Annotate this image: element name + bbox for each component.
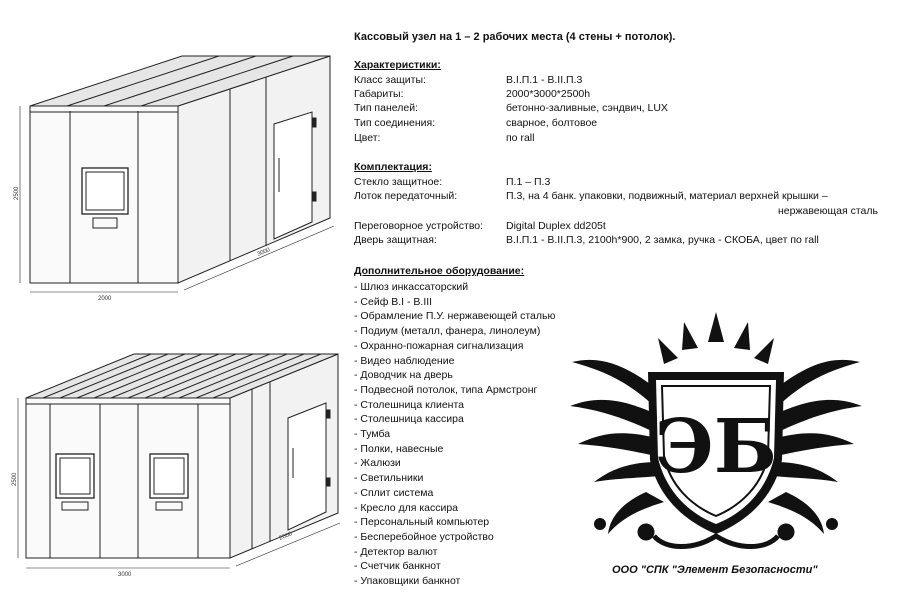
logo-monogram: ЭБ — [654, 404, 778, 490]
page-title: Кассовый узел на 1 – 2 рабочих места (4 стены + потолок). — [354, 31, 676, 43]
list-item: - Шлюз инкассаторский — [354, 281, 469, 293]
list-item: - Тумба — [354, 428, 391, 441]
kit-value: Digital Duplex dd205t — [506, 220, 606, 232]
booth1-door — [274, 112, 312, 239]
spec-label: Цвет: — [354, 132, 381, 144]
booth2-door — [288, 403, 326, 530]
booth2-width-label: 3000 — [118, 572, 132, 578]
spec-label: Тип соединения: — [354, 117, 436, 129]
list-item: - Подвесной потолок, типа Армстронг — [354, 383, 538, 396]
kit-heading: Комплектация: — [354, 161, 432, 173]
spec-value: В.I.П.1 - В.II.П.3 — [506, 74, 583, 86]
list-item: - Сплит система — [354, 486, 434, 499]
kit-label: Переговорное устройство: — [354, 220, 484, 232]
company-name: ООО "СПК "Элемент Безопасности" — [612, 564, 818, 576]
booth1-width-label: 2000 — [98, 296, 112, 300]
list-item: - Персональный компьютер — [354, 516, 490, 529]
list-item: - Счетчик банкнот — [354, 560, 441, 573]
spec-label: Габариты: — [354, 88, 404, 100]
list-item: - Детектор валют — [354, 545, 438, 558]
booth-drawing-one-window — [8, 18, 344, 300]
booth2-depth-label: 2000 — [278, 531, 294, 542]
kit-value: В.I.П.1 - В.II.П.3, 2100h*900, 2 замка, ручка - СКОБА, цвет по rall — [506, 234, 819, 246]
spec-label: Тип панелей: — [354, 102, 418, 114]
booth1-depth-label: 3000 — [256, 247, 272, 258]
kit-label: Лоток передаточный: — [354, 190, 458, 202]
equipment-heading: Дополнительное оборудование: — [354, 265, 525, 277]
crown-icon — [658, 312, 774, 364]
list-item: - Доводчик на дверь — [354, 369, 453, 382]
list-item: - Обрамление П.У. нержавеющей сталью — [354, 310, 556, 323]
list-item: - Столешница кассира — [354, 413, 464, 426]
list-item: - Жалюзи — [354, 457, 401, 470]
list-item: - Бесперебойное устройство — [354, 530, 494, 543]
kit-label: Стекло защитное: — [354, 176, 443, 188]
characteristics-heading: Характеристики: — [354, 59, 441, 71]
kit-value: П.1 – П.3 — [506, 176, 551, 188]
spec-value: сварное, болтовое — [506, 117, 598, 129]
kit-tray-continuation: нержавеющая сталь — [778, 205, 878, 217]
list-item: - Кресло для кассира — [354, 501, 459, 514]
list-item: - Охранно-пожарная сигнализация — [354, 339, 524, 352]
list-item: - Видео наблюдение — [354, 354, 455, 367]
list-item: - Полки, навесные — [354, 442, 444, 455]
list-item: - Упаковщики банкнот — [354, 575, 461, 588]
booth1-height-label: 2500 — [14, 186, 20, 200]
list-item: - Светильники — [354, 472, 424, 485]
booth2-window-left — [56, 454, 94, 498]
equipment-list — [354, 280, 555, 589]
kit-label: Дверь защитная: — [354, 234, 437, 246]
booth2-height-label: 2500 — [12, 472, 18, 486]
spec-value: по rall — [506, 132, 535, 144]
booth-drawing-two-windows — [8, 318, 344, 588]
spec-label: Класс защиты: — [354, 74, 426, 86]
list-item: - Столешница клиента — [354, 398, 464, 411]
kit-value: П.3, на 4 банк. упаковки, подвижный, материал верхней крышки – — [506, 190, 828, 202]
company-logo — [566, 310, 866, 560]
booth1-window — [82, 168, 128, 214]
list-item: - Подиум (металл, фанера, линолеум) — [354, 325, 541, 338]
spec-value: бетонно-заливные, сэндвич, LUX — [506, 102, 668, 114]
list-item: - Сейф В.I - В.III — [354, 295, 433, 308]
booth2-window-right — [150, 454, 188, 498]
spec-value: 2000*3000*2500h — [506, 88, 591, 100]
